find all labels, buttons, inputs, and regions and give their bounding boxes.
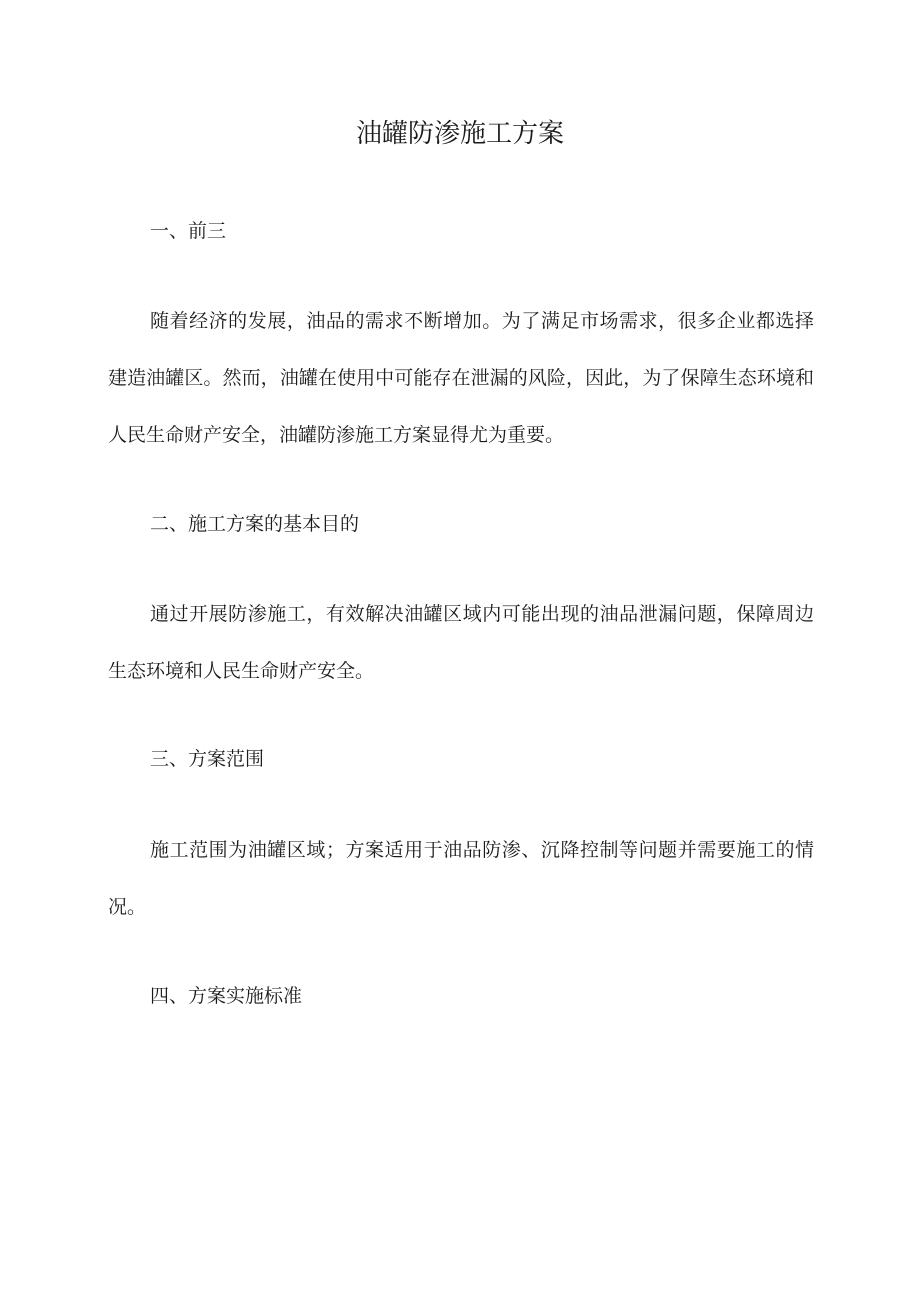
page-title: 油罐防渗施工方案	[355, 119, 564, 149]
section-body-2: 通过开展防渗施工，有效解决油罐区域内可能出现的油品泄漏问题，保障周边生态环境和人民生命财产安全。	[108, 603, 814, 682]
section-body-3: 施工范围为油罐区域；方案适用于油品防渗、沉降控制等问题并需要施工的情况。	[108, 839, 814, 918]
section-heading-3: 三、方案范围	[150, 748, 265, 770]
section-heading-2: 二、施工方案的基本目的	[150, 513, 360, 535]
section-body-1: 随着经济的发展，油品的需求不断增加。为了满足市场需求，很多企业都选择建造油罐区。然而，油罐在使用中可能存在泄漏的风险，因此，为了保障生态环境和人民生命财产安全，油罐防渗施工方案显得尤为重要。	[108, 310, 814, 446]
section-heading-4: 四、方案实施标准	[150, 985, 303, 1007]
section-heading-1: 一、前三	[150, 220, 227, 242]
